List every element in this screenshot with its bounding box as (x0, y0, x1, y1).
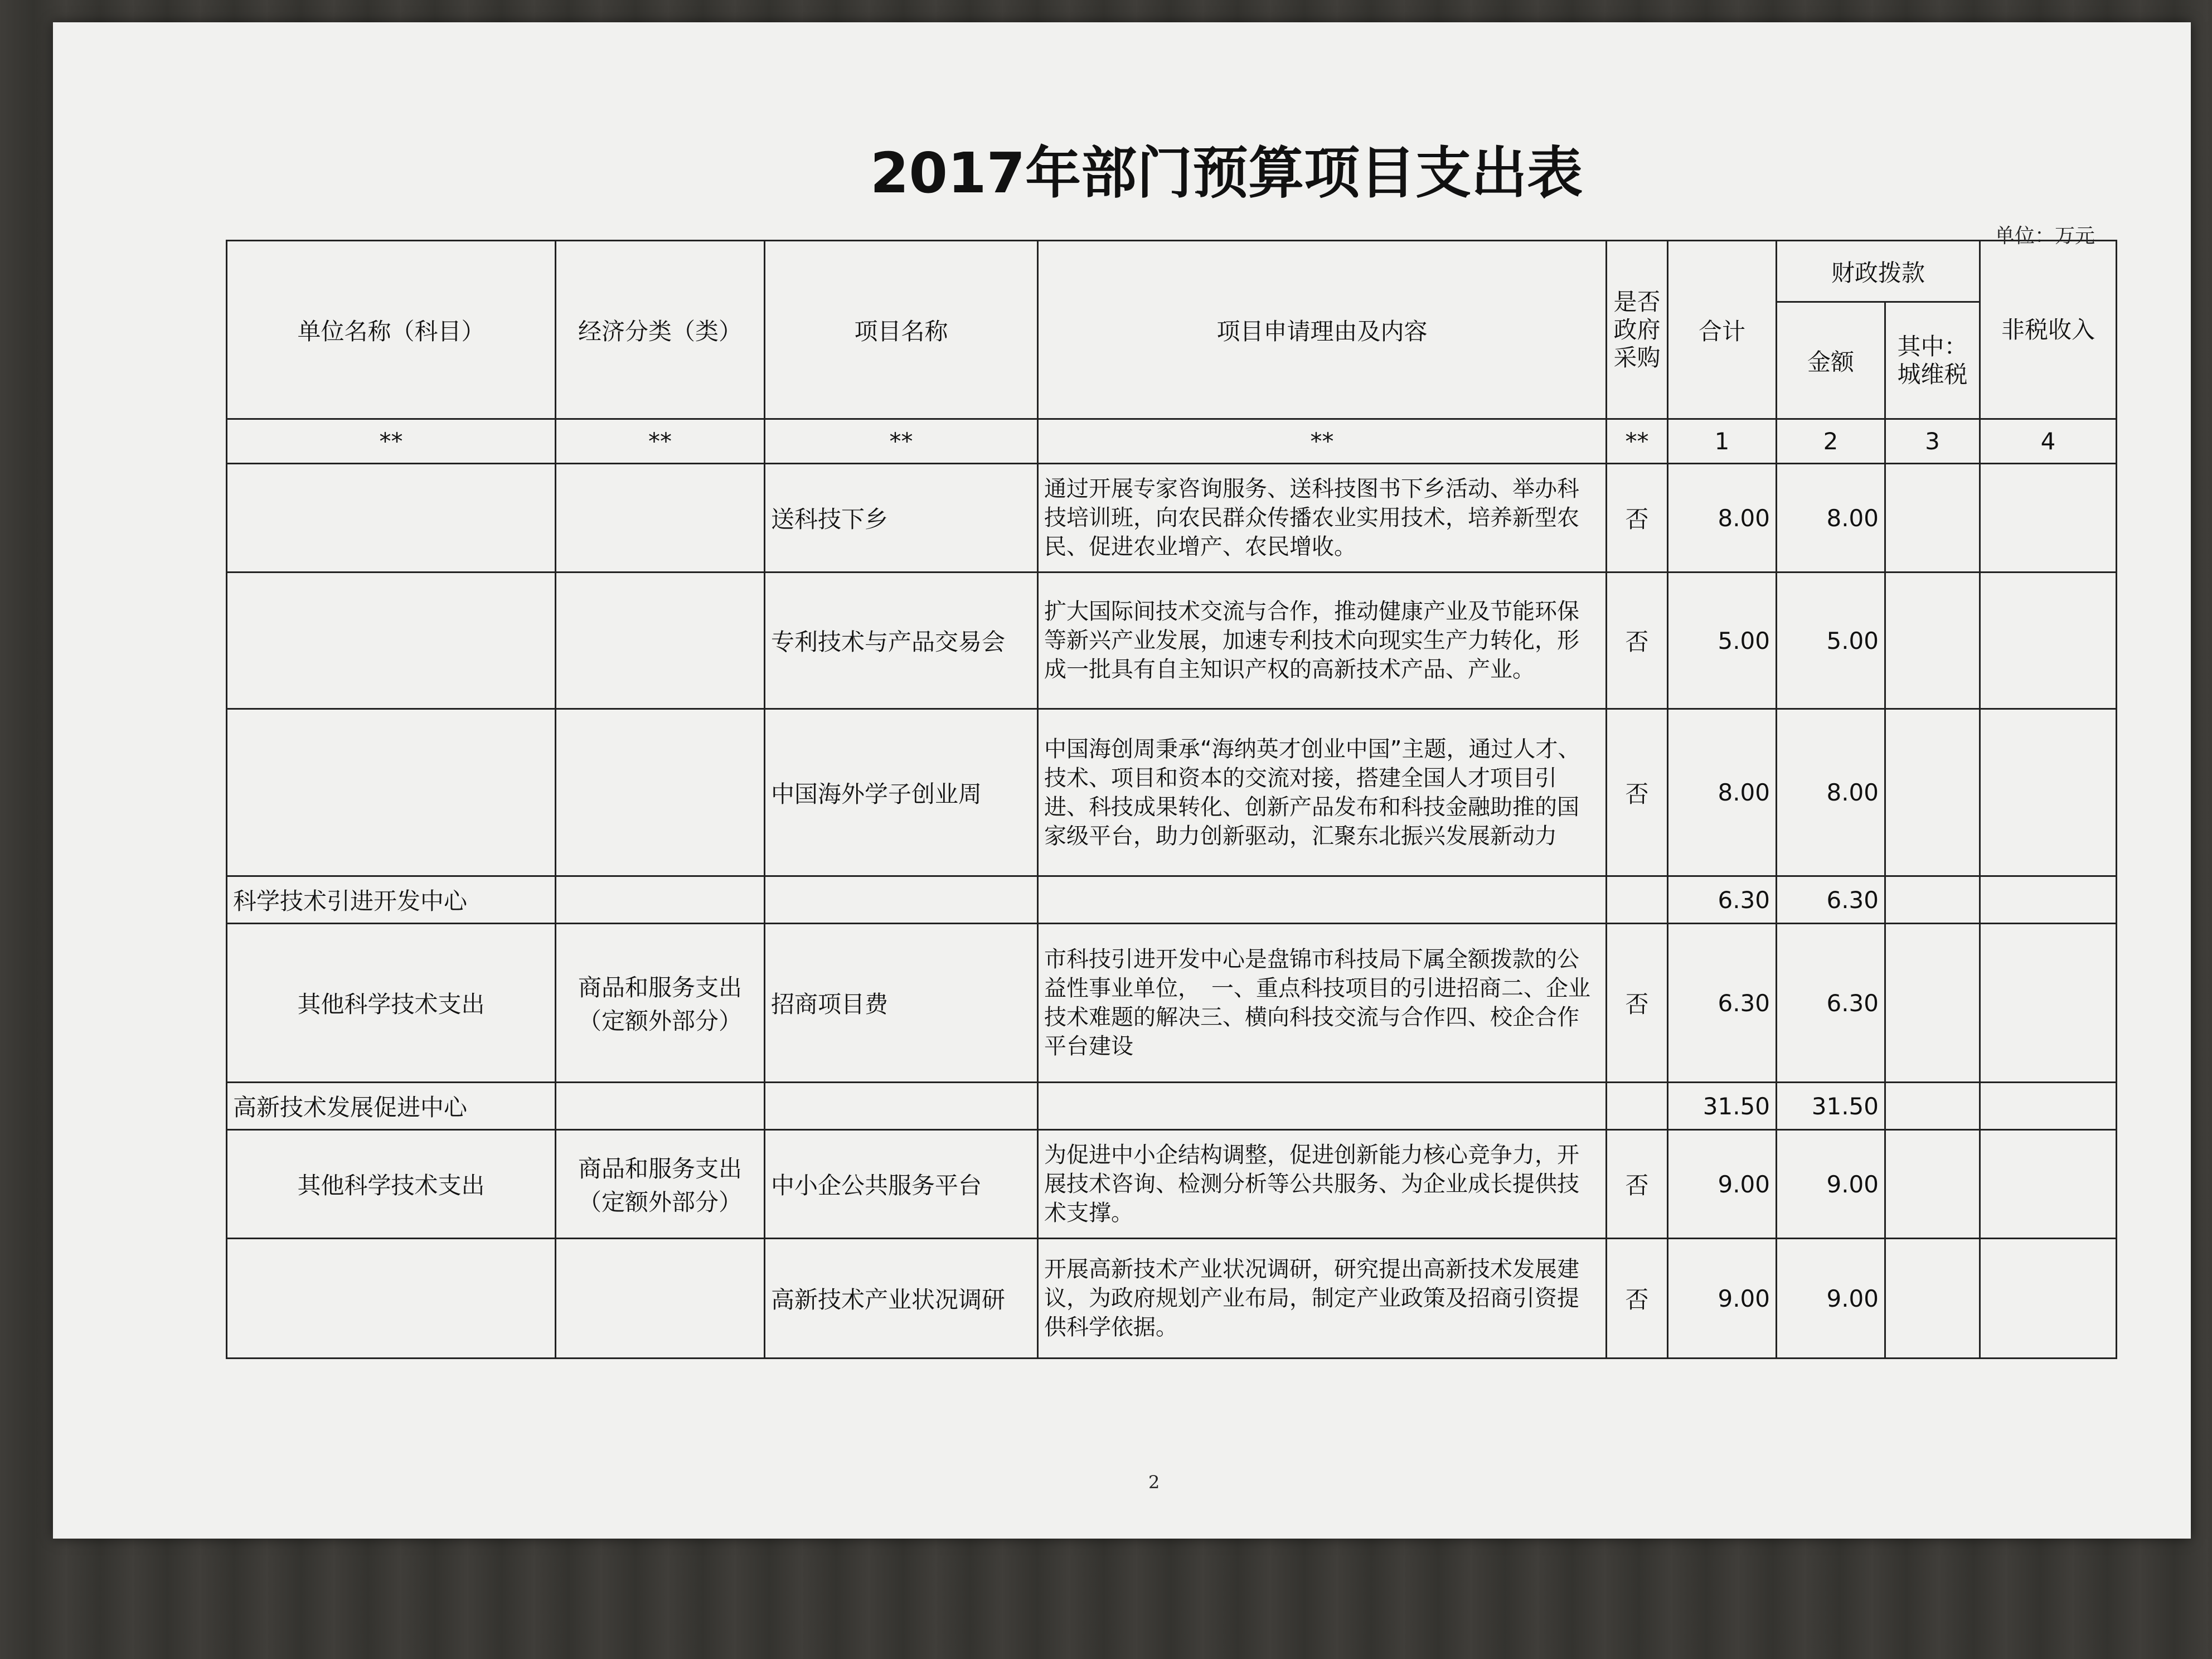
cell-total: 31.50 (1668, 1083, 1777, 1130)
cell-of-which (1885, 876, 1980, 924)
cell-total: 9.00 (1668, 1130, 1777, 1239)
header-total: 合计 (1668, 241, 1777, 419)
cell-project: 送科技下乡 (765, 464, 1038, 573)
header-of-which: 其中：城维税 (1885, 302, 1980, 419)
table-row (227, 876, 2117, 924)
cell-econ (556, 464, 765, 573)
table-row (227, 709, 2117, 876)
cell-reason (1038, 876, 1607, 924)
cell-econ (556, 876, 765, 924)
cell-non-tax (1980, 464, 2117, 573)
cell-non-tax (1980, 1239, 2117, 1359)
marker-cell: ** (556, 419, 765, 464)
cell-amount: 6.30 (1777, 876, 1885, 924)
cell-non-tax (1980, 924, 2117, 1083)
cell-reason (1038, 1083, 1607, 1130)
header-reason: 项目申请理由及内容 (1038, 241, 1607, 419)
cell-project: 中小企公共服务平台 (765, 1130, 1038, 1239)
cell-of-which (1885, 1083, 1980, 1130)
cell-econ (556, 1239, 765, 1359)
marker-row (227, 419, 2117, 464)
cell-econ: 商品和服务支出（定额外部分） (556, 924, 765, 1083)
table-row (227, 464, 2117, 573)
cell-unit (227, 573, 556, 709)
cell-procurement (1607, 876, 1668, 924)
cell-procurement: 否 (1607, 464, 1668, 573)
cell-of-which (1885, 1130, 1980, 1239)
cell-total: 6.30 (1668, 924, 1777, 1083)
cell-project: 中国海外学子创业周 (765, 709, 1038, 876)
cell-procurement: 否 (1607, 573, 1668, 709)
cell-of-which (1885, 464, 1980, 573)
marker-cell: ** (1038, 419, 1607, 464)
cell-unit: 高新技术发展促进中心 (227, 1083, 556, 1130)
cell-non-tax (1980, 573, 2117, 709)
header-gov-procurement: 是否政府采购 (1607, 241, 1668, 419)
cell-econ (556, 573, 765, 709)
table-row (227, 1130, 2117, 1239)
cell-reason: 中国海创周秉承“海纳英才创业中国”主题，通过人才、技术、项目和资本的交流对接，搭建全国人才项目引进、科技成果转化、创新产品发布和科技金融助推的国家级平台，助力创新驱动，汇聚东北振兴发展新动力 (1038, 709, 1607, 876)
header-project-name: 项目名称 (765, 241, 1038, 419)
cell-total: 8.00 (1668, 709, 1777, 876)
cell-project: 高新技术产业状况调研 (765, 1239, 1038, 1359)
cell-unit (227, 1239, 556, 1359)
marker-cell: ** (1607, 419, 1668, 464)
cell-econ: 商品和服务支出（定额外部分） (556, 1130, 765, 1239)
column-number: 3 (1885, 419, 1980, 464)
column-number: 1 (1668, 419, 1777, 464)
table-row (227, 1083, 2117, 1130)
cell-procurement: 否 (1607, 709, 1668, 876)
cell-non-tax (1980, 709, 2117, 876)
cell-of-which (1885, 924, 1980, 1083)
cell-total: 5.00 (1668, 573, 1777, 709)
cell-amount: 6.30 (1777, 924, 1885, 1083)
header-fiscal: 财政拨款 (1777, 241, 1980, 302)
cell-amount: 9.00 (1777, 1239, 1885, 1359)
budget-table (226, 240, 2117, 1359)
cell-amount: 5.00 (1777, 573, 1885, 709)
cell-reason: 扩大国际间技术交流与合作，推动健康产业及节能环保等新兴产业发展，加速专利技术向现实生产力转化，形成一批具有自主知识产权的高新技术产品、产业。 (1038, 573, 1607, 709)
cell-unit: 其他科学技术支出 (227, 1130, 556, 1239)
cell-unit: 其他科学技术支出 (227, 924, 556, 1083)
column-number: 2 (1777, 419, 1885, 464)
cell-of-which (1885, 1239, 1980, 1359)
cell-procurement: 否 (1607, 1239, 1668, 1359)
table-row (227, 924, 2117, 1083)
cell-econ (556, 709, 765, 876)
cell-total: 6.30 (1668, 876, 1777, 924)
cell-reason: 为促进中小企结构调整，促进创新能力核心竞争力，开展技术咨询、检测分析等公共服务、为企业成长提供技术支撑。 (1038, 1130, 1607, 1239)
column-number: 4 (1980, 419, 2117, 464)
cell-reason: 开展高新技术产业状况调研，研究提出高新技术发展建议，为政府规划产业布局，制定产业政策及招商引资提供科学依据。 (1038, 1239, 1607, 1359)
table-row (227, 573, 2117, 709)
cell-non-tax (1980, 1083, 2117, 1130)
cell-unit: 科学技术引进开发中心 (227, 876, 556, 924)
cell-project: 招商项目费 (765, 924, 1038, 1083)
header-econ-class: 经济分类（类） (556, 241, 765, 419)
cell-procurement (1607, 1083, 1668, 1130)
cell-amount: 8.00 (1777, 464, 1885, 573)
cell-non-tax (1980, 1130, 2117, 1239)
cell-total: 9.00 (1668, 1239, 1777, 1359)
cell-unit (227, 464, 556, 573)
cell-project (765, 1083, 1038, 1130)
cell-of-which (1885, 573, 1980, 709)
cell-project (765, 876, 1038, 924)
cell-amount: 31.50 (1777, 1083, 1885, 1130)
header-unit-name: 单位名称（科目） (227, 241, 556, 419)
header-amount: 金额 (1777, 302, 1885, 419)
marker-cell: ** (765, 419, 1038, 464)
cell-procurement: 否 (1607, 1130, 1668, 1239)
marker-cell: ** (227, 419, 556, 464)
cell-amount: 8.00 (1777, 709, 1885, 876)
table-row (227, 1239, 2117, 1359)
cell-non-tax (1980, 876, 2117, 924)
cell-econ (556, 1083, 765, 1130)
cell-reason: 市科技引进开发中心是盘锦市科技局下属全额拨款的公益性事业单位， 一、重点科技项目的引进招商二、企业技术难题的解决三、横向科技交流与合作四、校企合作平台建设 (1038, 924, 1607, 1083)
header-non-tax: 非税收入 (1980, 241, 2117, 419)
cell-project: 专利技术与产品交易会 (765, 573, 1038, 709)
cell-total: 8.00 (1668, 464, 1777, 573)
cell-amount: 9.00 (1777, 1130, 1885, 1239)
unit-label: 单位：万元 (1994, 225, 2095, 248)
cell-of-which (1885, 709, 1980, 876)
page-title: 2017年部门预算项目支出表 (870, 140, 1583, 206)
header-row-1 (227, 241, 2117, 302)
cell-unit (227, 709, 556, 876)
page-number: 2 (1148, 1472, 1160, 1493)
cell-procurement: 否 (1607, 924, 1668, 1083)
cell-reason: 通过开展专家咨询服务、送科技图书下乡活动、举办科技培训班，向农民群众传播农业实用技术，培养新型农民、促进农业增产、农民增收。 (1038, 464, 1607, 573)
